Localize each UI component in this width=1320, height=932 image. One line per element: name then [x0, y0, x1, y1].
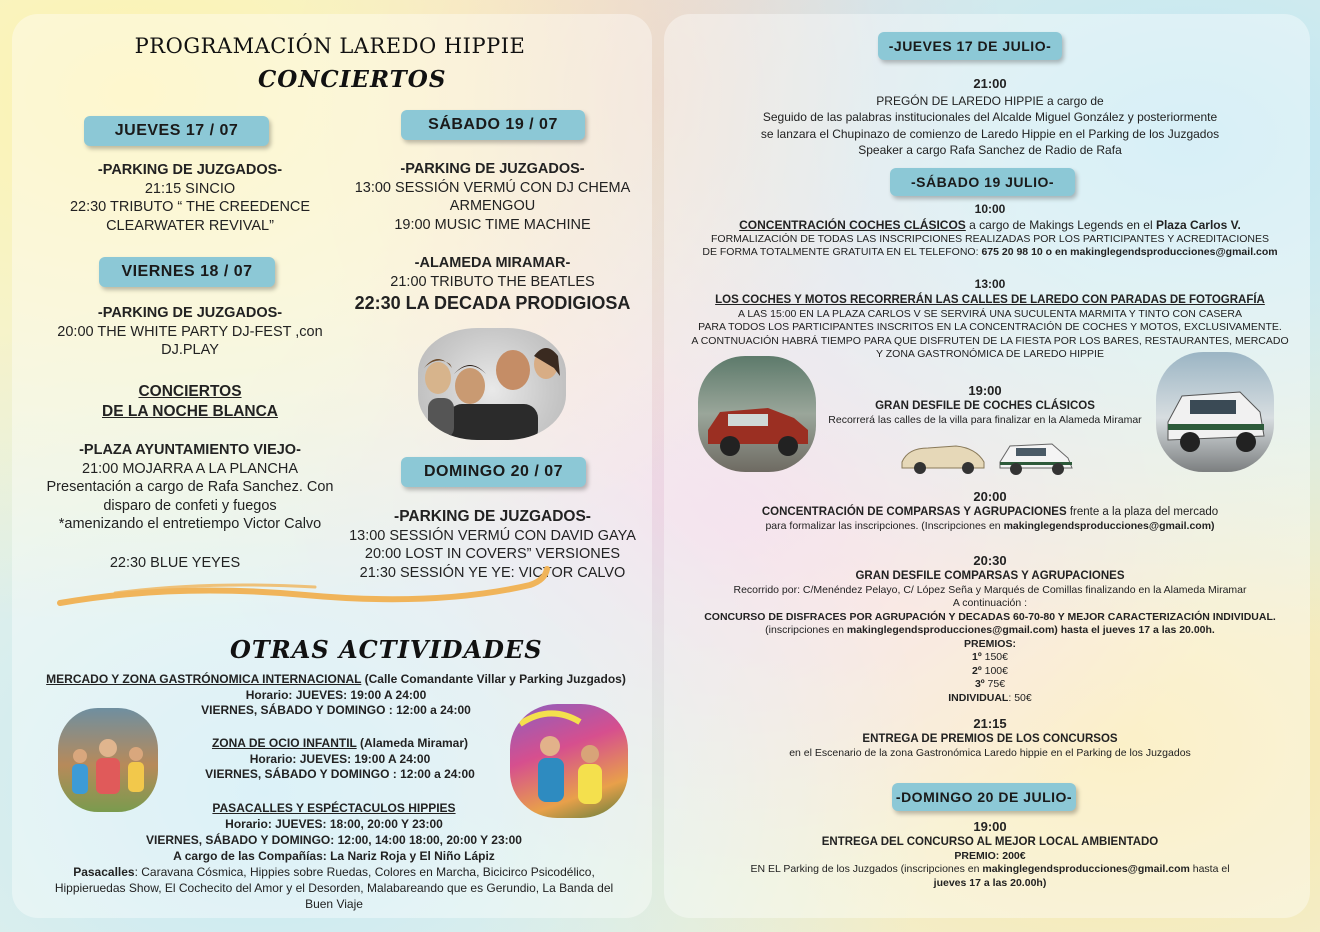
concerts-heading: CONCIERTOS: [258, 66, 447, 93]
day-pill-jueves-julio: -JUEVES 17 DE JULIO-: [878, 32, 1062, 60]
jueves-concerts: -PARKING DE JUZGADOS- 21:15 SINCIO 22:30 TRIBUTO “ THE CREEDENCE CLEARWATER REVIVAL”: [69, 162, 311, 234]
decada-prodigiosa: 22:30 LA DECADA PRODIGIOSA: [354, 293, 631, 313]
jueves-julio-block: 21:00 PREGÓN DE LAREDO HIPPIE a cargo de Seguido de las palabras institucionales del Alcalde Miguel González y posteriormente se lanzara el Chupinazo de comienzo de Laredo Hippie en el Parking de los Juzgados Speaker a cargo Rafa Sanchez de Radio de Rafa: [760, 76, 1220, 157]
viernes-concerts: -PARKING DE JUZGADOS- 20:00 THE WHITE PARTY DJ-FEST ,con DJ.PLAY: [57, 305, 323, 358]
sabado-1300-block: 13:00 LOS COCHES Y MOTOS RECORRERÁN LAS CALLES DE LAREDO CON PARADAS DE FOTOGRAFÍA A LAS 15:00 EN LA PLAZA CARLOS V SE SERVIRÁ UNA SUCULENTA MARMITA Y TINTO CON CASERA PARA TODOS LOS PARTICIPANTES INSCRITOS EN LA CONCENTRACIÓN DE COCHES Y MOTOS, EXCLUSIVAMENTE. A CONTNUACIÓN HABRÁ TIEMPO PARA QUE DISFRUTEN DE LA FIESTA POR LOS BARES, RESTAURANTES, MERCADO Y ZONA GASTRONÓMICA DE LAREDO HIPPIE: [691, 277, 1289, 360]
band-illustration: [418, 328, 566, 440]
domingo-julio-block: 19:00 ENTREGA DEL CONCURSO AL MEJOR LOCAL AMBIENTADO PREMIO: 200€ EN EL Parking de los Juzgados (inscripciones en makinglegendsproducciones@gmail.com hasta el jueves 17 a las 20.00h): [750, 819, 1230, 889]
sabado-2000-block: 20:00 CONCENTRACIÓN DE COMPARSAS Y AGRUPACIONES frente a la plaza del mercado para formalizar las inscripciones. (Inscripciones en makinglegendsproducciones@gmail.com): [761, 489, 1219, 532]
sabado-1000-block: 10:00 CONCENTRACIÓN COCHES CLÁSICOS a cargo de Makings Legends en el Plaza Carlos V. FORMALIZACIÓN DE TODAS LAS INSCRIPCIONES REALIZADAS POR LOS PARTICIPANTES Y ACREDITACIONES DE FORMA TOTALMENTE GRATUITA EN EL TELEFONO: 675 20 98 10 o en makinglegendsproducciones@gmail.com: [702, 202, 1278, 258]
ocio-infantil-block: ZONA DE OCIO INFANTIL (Alameda Miramar) Horario: JUEVES: 19:00 A 24:00 VIERNES, SÁBADO Y DOMINGO : 12:00 a 24:00: [205, 736, 475, 781]
day-pill-domingo: DOMINGO 20 / 07: [401, 457, 586, 487]
beige-car-icon: [898, 436, 988, 476]
sabado-2115-block: 21:15 ENTREGA DE PREMIOS DE LOS CONCURSOS en el Escenario de la zona Gastronómica Laredo hippie en el Parking de los Juzgados: [789, 716, 1191, 759]
sabado-2030-block: 20:30 GRAN DESFILE COMPARSAS Y AGRUPACIONES Recorrido por: C/Menéndez Pelayo, C/ López Seña y Marqués de Comillas finalizando en la Alameda Miramar A continuación : CONCURSO DE DISFRACES POR AGRUPACIÓN Y DECADAS 60-70-80 Y MEJOR CARACTERIZACIÓN INDIVIDUAL. (inscripciones en makinglegendsproducciones@gmail.com) hasta el jueves 17 a las 20.00h. PREMIOS: 1º 150€ 2º 100€ 3º 75€ INDIVIDUAL: 50€: [704, 553, 1276, 704]
noche-blanca-heading: CONCIERTOS DE LA NOCHE BLANCA: [102, 383, 278, 420]
domingo-concerts: -PARKING DE JUZGADOS- 13:00 SESSIÓN VERMÚ CON DAVID GAYA 20:00 LOST IN COVERS” VERSIONES 21:30 SESSIÓN YE YE: VICTOR CALVO: [349, 508, 636, 581]
hippie-parade-photo: [510, 704, 628, 818]
hippie-market-photo: [58, 708, 158, 812]
hippie-figures: [58, 708, 158, 812]
classic-car-photo: [698, 356, 816, 472]
noche-blanca-concerts: -PLAZA AYUNTAMIENTO VIEJO- 21:00 MOJARRA A LA PLANCHA Presentación a cargo de Rafa Sanchez. Con disparo de confeti y fuegos *amenizando el entretiempo Victor Calvo: [46, 442, 334, 532]
band-photo: [418, 328, 566, 440]
mercado-block: MERCADO Y ZONA GASTRÓNOMICA INTERNACIONAL (Calle Comandante Villar y Parking Juzgados) Horario: JUEVES: 19:00 A 24:00 VIERNES, SÁBADO Y DOMINGO : 12:00 a 24:00: [46, 672, 626, 717]
red-classic-car: [698, 356, 816, 472]
blue-yeyes: 22:30 BLUE YEYES: [109, 555, 241, 571]
sabado-concerts: -PARKING DE JUZGADOS- 13:00 SESSIÓN VERMÚ CON DJ CHEMA ARMENGOU 19:00 MUSIC TIME MACHINE: [354, 161, 631, 233]
decorative-swoosh: [55, 565, 555, 625]
program-title: PROGRAMACIÓN LAREDO HIPPIE: [134, 34, 526, 58]
day-pill-viernes: VIERNES 18 / 07: [99, 257, 275, 287]
police-car-photo: [1156, 352, 1274, 472]
alameda-concerts: -ALAMEDA MIRAMAR- 21:00 TRIBUTO THE BEATLES: [390, 255, 595, 290]
pasacalles-block: PASACALLES Y ESPÉCTACULOS HIPPIES Horario: JUEVES: 18:00, 20:00 Y 23:00 VIERNES, SÁBADO Y DOMINGO: 12:00, 14:00 18:00, 20:00 Y 23:00 A cargo de las Compañías: La Nariz Roja y El Niño Lápiz Pasacalles: Caravana Cósmica, Hippies sobre Ruedas, Colores en Marcha, Bicicirco Psicodélico, Hippieruedas Show, El Cochecito del Amor y el Desorden, Malabareando que es Gerundio, La Banda del Buen Viaje: [54, 801, 614, 911]
day-pill-jueves: JUEVES 17 / 07: [84, 116, 269, 146]
day-pill-sabado: SÁBADO 19 / 07: [401, 110, 585, 140]
white-police-car-icon: [996, 434, 1076, 478]
sabado-1900-block: 19:00 GRAN DESFILE DE COCHES CLÁSICOS Recorrerá las calles de la villa para finalizar en la Alameda Miramar: [828, 383, 1142, 426]
day-pill-domingo-julio: -DOMINGO 20 DE JULIO-: [892, 783, 1076, 811]
parade-figures: [510, 704, 628, 818]
otras-actividades-heading: OTRAS ACTIVIDADES: [230, 635, 543, 664]
police-car: [1156, 352, 1274, 472]
day-pill-sabado-julio: -SÁBADO 19 JULIO-: [890, 168, 1075, 196]
